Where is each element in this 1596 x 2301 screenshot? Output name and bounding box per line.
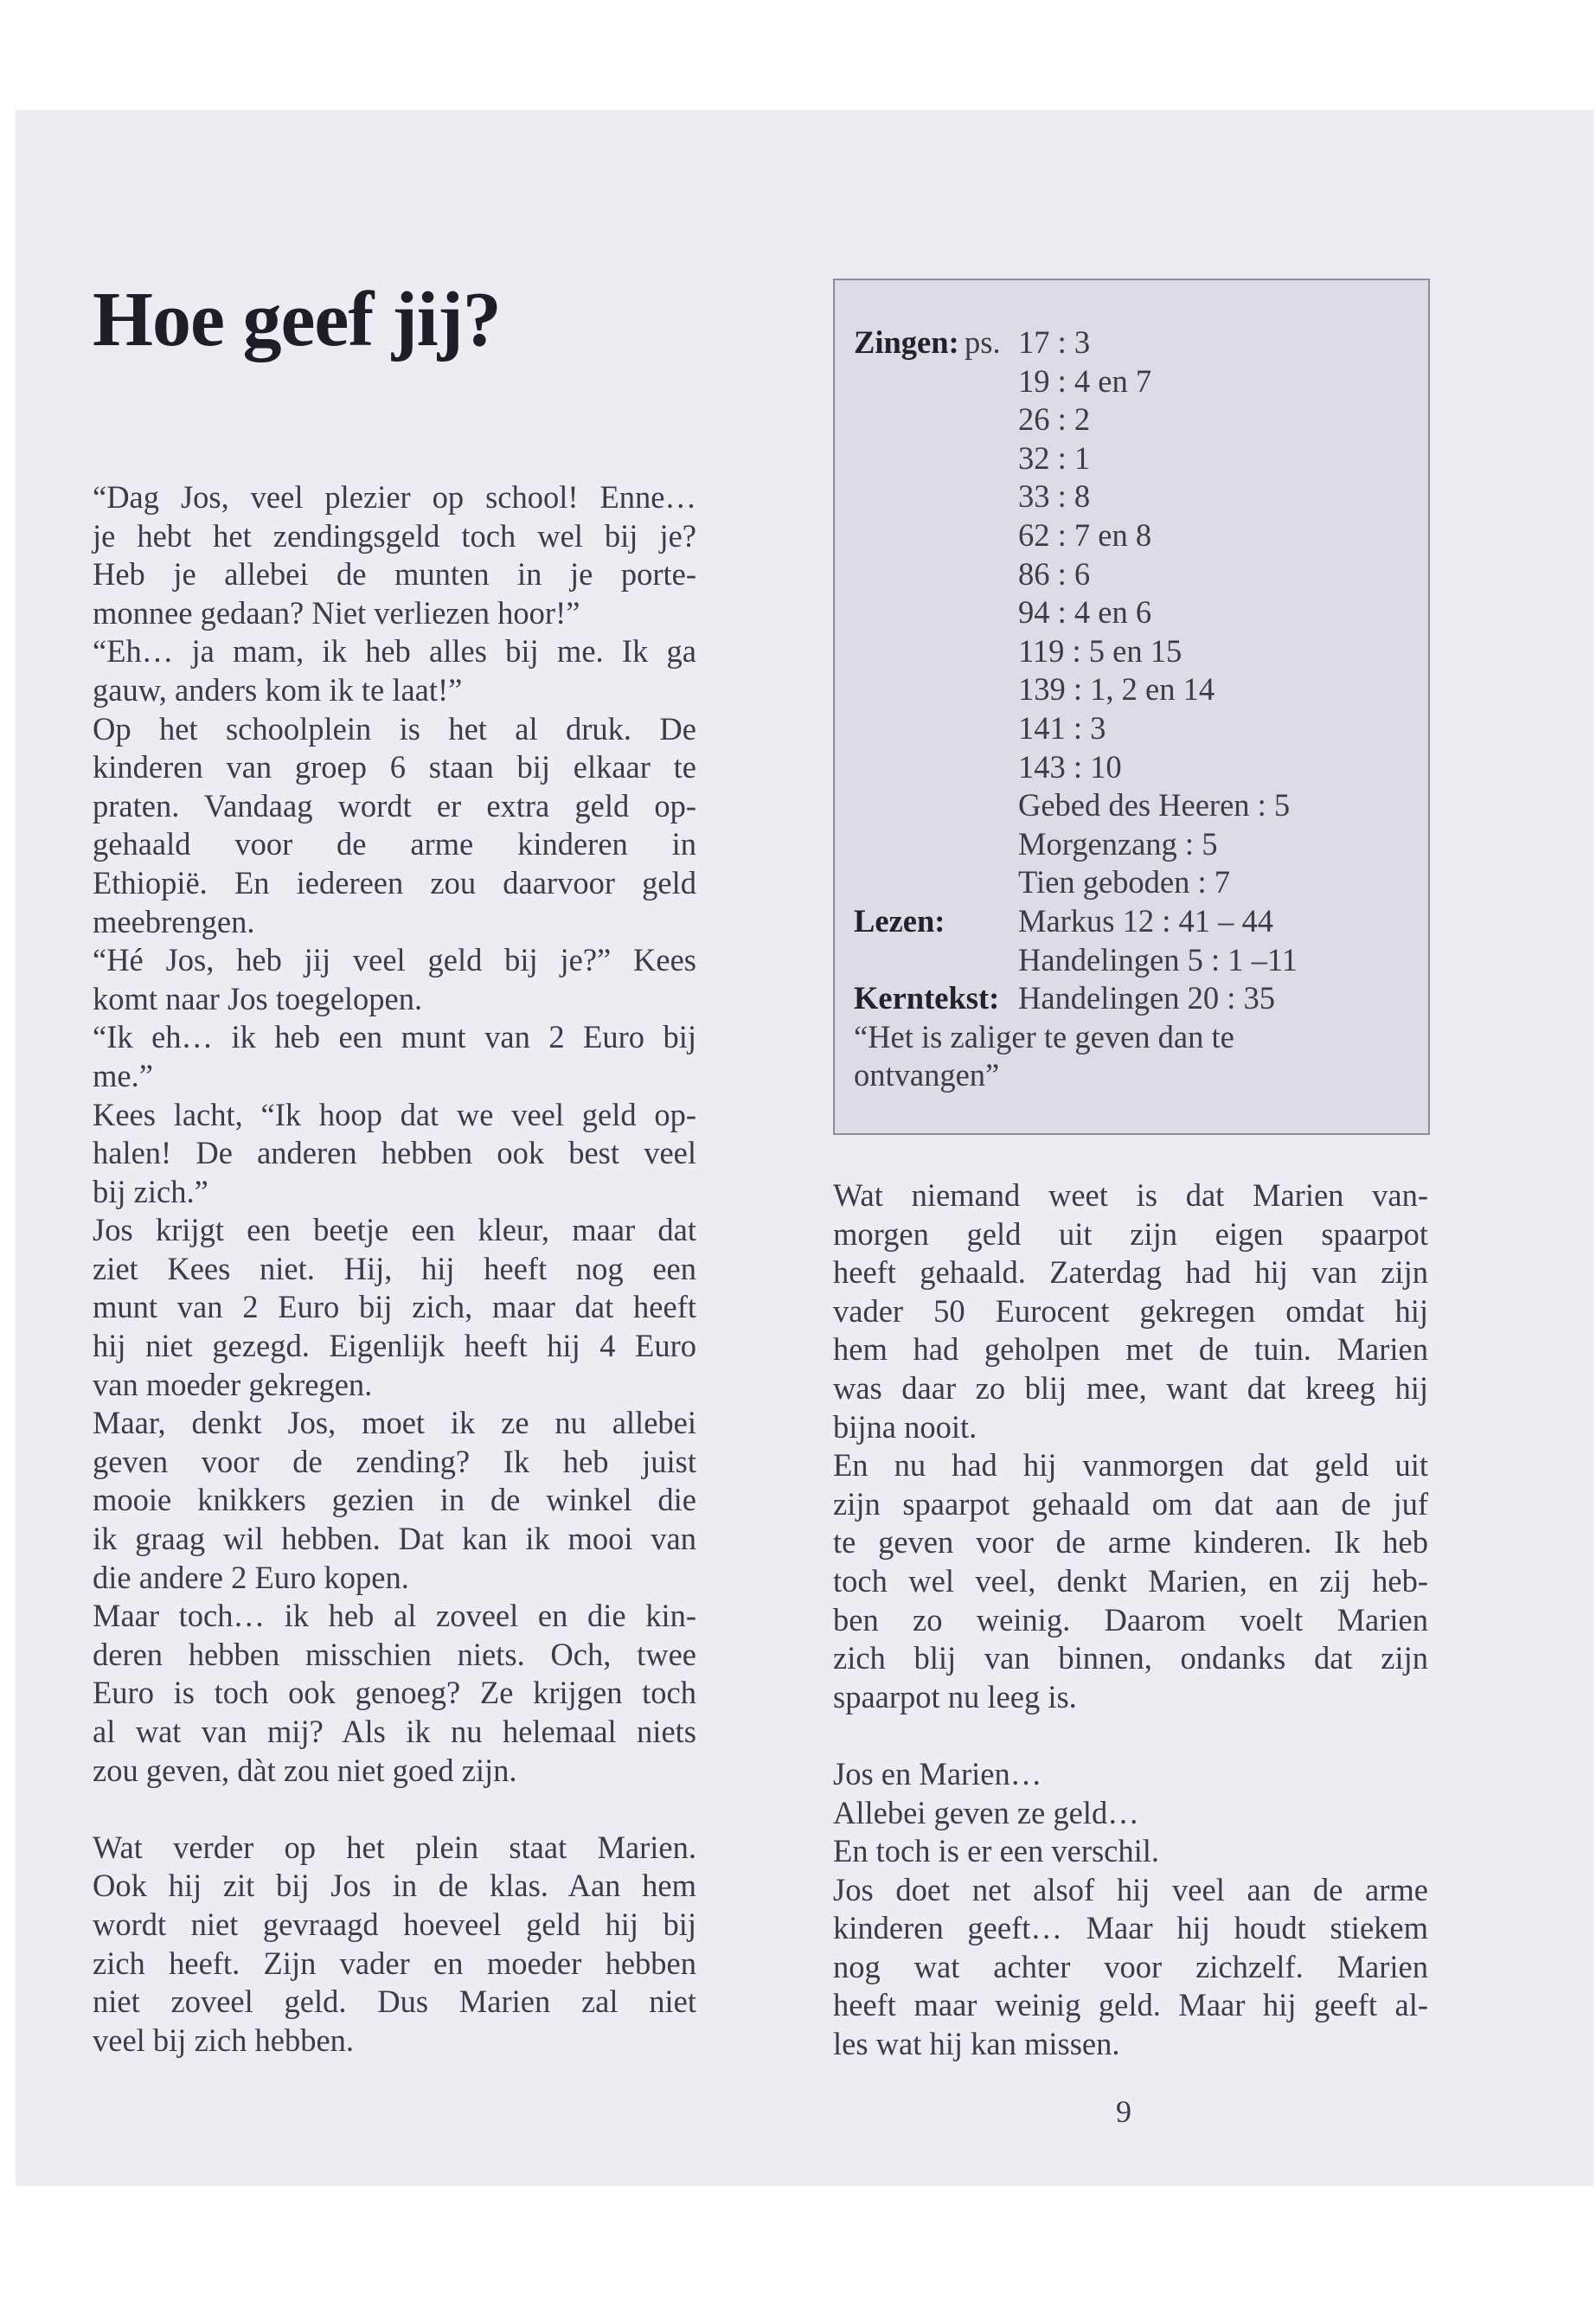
zingen-item: 19 : 4 en 7 [1018, 362, 1152, 399]
text-line: gauw, anders kom ik te laat!” [93, 671, 463, 708]
text-line: Wat verder op het plein staat Marien. [93, 1829, 696, 1865]
text-line: “Eh… ja mam, ik heb alles bij me. Ik ga [93, 633, 696, 670]
text-line: Op het schoolplein is het al druk. De [93, 710, 696, 747]
text-line: deren hebben misschien niets. Och, twee [93, 1636, 696, 1672]
text-line: monnee gedaan? Niet verliezen hoor!” [93, 594, 580, 631]
zingen-row [854, 748, 1420, 787]
text-line: praten. Vandaag wordt er extra geld op- [93, 787, 696, 824]
psalm-prefix [965, 362, 1018, 401]
zingen-row [854, 401, 1420, 439]
paragraph [833, 1794, 1428, 1833]
text-line: “Hé Jos, heb jij veel geld bij je?” Kees [93, 942, 696, 978]
paragraph [93, 1018, 696, 1095]
zingen-item: 32 : 1 [1018, 439, 1091, 476]
zingen-label [854, 670, 965, 709]
paragraph [833, 1446, 1428, 1716]
paragraph [93, 1829, 696, 2061]
text-line: ik graag wil hebben. Dat kan ik mooi van [93, 1521, 696, 1557]
text-line: veel bij zich hebben. [93, 2022, 355, 2058]
paragraph-gap [93, 1790, 696, 1829]
paragraph [93, 478, 696, 632]
zingen-item: 33 : 8 [1018, 478, 1091, 515]
text-line: Maar, denkt Jos, moet ik ze nu allebei [93, 1405, 696, 1441]
psalm-prefix [965, 555, 1018, 594]
text-line: kinderen van groep 6 staan bij elkaar te [93, 749, 696, 785]
kerntekst-reference: Handelingen 20 : 35 [1018, 980, 1276, 1016]
zingen-item: 86 : 6 [1018, 555, 1091, 592]
text-line: meebrengen. [93, 903, 255, 939]
zingen-row [854, 324, 1420, 362]
lezen-label [854, 941, 1018, 980]
lezen-item: Markus 12 : 41 – 44 [1018, 902, 1274, 939]
text-line: En toch is er een verschil. [833, 1833, 1160, 1869]
text-line: Maar toch… ik heb al zoveel en die kin- [93, 1598, 696, 1634]
zingen-label [854, 593, 965, 632]
text-line: kinderen geeft… Maar hij houdt stiekem [833, 1910, 1428, 1946]
zingen-item: Gebed des Heeren : 5 [1018, 787, 1291, 824]
zingen-label [854, 478, 965, 516]
psalm-prefix [965, 786, 1018, 825]
text-line: was daar zo blij mee, want dat kreeg hij [833, 1369, 1428, 1406]
zingen-row [854, 863, 1420, 902]
text-line: morgen geld uit zijn eigen spaarpot [833, 1215, 1428, 1252]
text-line: Jos en Marien… [833, 1755, 1042, 1791]
text-line: hij niet gezegd. Eigenlijk heeft hij 4 Euro [93, 1328, 696, 1364]
psalm-prefix [965, 709, 1018, 748]
zingen-item: 119 : 5 en 15 [1018, 632, 1183, 669]
psalm-prefix [965, 670, 1018, 709]
lezen-item: Handelingen 5 : 1 –11 [1018, 941, 1298, 977]
psalm-prefix [965, 516, 1018, 555]
kerntekst-label: Kerntekst: [854, 980, 1000, 1016]
text-line: gehaald voor de arme kinderen in [93, 826, 696, 862]
text-line: hem had geholpen met de tuin. Marien [833, 1331, 1428, 1368]
left-column [93, 478, 696, 2060]
text-line: wordt niet gevraagd hoeveel geld hij bij [93, 1906, 696, 1942]
paragraph [93, 1404, 696, 1597]
paragraph [93, 1096, 696, 1212]
psalm-prefix [965, 825, 1018, 864]
text-line: die andere 2 Euro kopen. [93, 1559, 409, 1595]
zingen-row [854, 555, 1420, 594]
paragraph [93, 632, 696, 709]
zingen-row [854, 786, 1420, 825]
zingen-label [854, 748, 965, 787]
psalm-prefix [965, 439, 1018, 478]
text-line: zijn spaarpot gehaald om dat aan de juf [833, 1485, 1428, 1522]
psalm-prefix [965, 593, 1018, 632]
text-line: Ook hij zit bij Jos in de klas. Aan hem [93, 1868, 696, 1904]
paragraph-gap [833, 1716, 1428, 1755]
text-line: vader 50 Eurocent gekregen omdat hij [833, 1292, 1428, 1329]
text-line: al wat van mij? Als ik nu helemaal niets [93, 1714, 696, 1749]
text-line: te geven voor de arme kinderen. Ik heb [833, 1524, 1428, 1561]
zingen-label [854, 709, 965, 748]
zingen-row [854, 632, 1420, 671]
text-line: je hebt het zendingsgeld toch wel bij je? [93, 517, 696, 554]
text-line: Heb je allebei de munten in je porte- [93, 556, 696, 593]
paragraph [833, 1832, 1428, 1871]
zingen-item: 143 : 10 [1018, 748, 1122, 785]
zingen-label [854, 786, 965, 825]
psalm-prefix [965, 401, 1018, 439]
zingen-label [854, 439, 965, 478]
paragraph [833, 1755, 1428, 1794]
text-line: me.” [93, 1057, 153, 1093]
zingen-item: 139 : 1, 2 en 14 [1018, 671, 1215, 708]
text-line: Kees lacht, “Ik hoop dat we veel geld op- [93, 1096, 696, 1132]
zingen-row [854, 516, 1420, 555]
text-line: ziet Kees niet. Hij, hij heeft nog een [93, 1250, 696, 1286]
zingen-label: Zingen: [854, 324, 959, 360]
zingen-item: 17 : 3 [1018, 324, 1091, 360]
text-line: niet zoveel geld. Dus Marien zal niet [93, 1984, 696, 2020]
text-line: heeft maar weinig geld. Maar hij geeft al- [833, 1987, 1428, 2023]
zingen-label [854, 632, 965, 671]
right-column [833, 1176, 1428, 2064]
paragraph [93, 710, 696, 942]
text-line: Ethiopië. En iedereen zou daarvoor geld [93, 864, 696, 901]
text-line: les wat hij kan missen. [833, 2026, 1120, 2062]
psalm-prefix [965, 748, 1018, 787]
text-line: geven voor de zending? Ik heb juist [93, 1443, 696, 1479]
zingen-row [854, 478, 1420, 516]
zingen-label [854, 825, 965, 864]
psalm-prefix: ps. [965, 324, 1001, 360]
text-line: zich heeft. Zijn vader en moeder hebben [93, 1945, 696, 1981]
zingen-item: Morgenzang : 5 [1018, 825, 1218, 862]
kerntekst-quote: “Het is zaliger te geven dan te [854, 1018, 1234, 1054]
zingen-row [854, 825, 1420, 864]
text-line: Wat niemand weet is dat Marien van- [833, 1177, 1428, 1213]
text-line: “Dag Jos, veel plezier op school! Enne… [93, 479, 696, 515]
zingen-item: Tien geboden : 7 [1018, 864, 1231, 901]
text-line: nog wat achter voor zichzelf. Marien [833, 1948, 1428, 1984]
zingen-label [854, 362, 965, 401]
zingen-label [854, 863, 965, 902]
text-line: toch wel veel, denkt Marien, en zij heb- [833, 1562, 1428, 1599]
lezen-row [854, 902, 1420, 941]
text-line: bijna nooit. [833, 1408, 977, 1445]
text-line: spaarpot nu leeg is. [833, 1678, 1077, 1715]
text-line: Jos krijgt een beetje een kleur, maar dat [93, 1212, 696, 1248]
text-line: ben zo weinig. Daarom voelt Marien [833, 1601, 1428, 1638]
text-line: halen! De anderen hebben ook best veel [93, 1135, 696, 1171]
page-title: Hoe geef jij? [93, 277, 501, 362]
zingen-row [854, 670, 1420, 709]
text-line: zou geven, dàt zou niet goed zijn. [93, 1752, 517, 1788]
psalm-prefix [965, 632, 1018, 671]
page-number: 9 [1116, 2094, 1131, 2129]
zingen-row [854, 362, 1420, 401]
zingen-label [854, 516, 965, 555]
text-line: En nu had hij vanmorgen dat geld uit [833, 1447, 1428, 1484]
zingen-item: 62 : 7 en 8 [1018, 516, 1152, 553]
zingen-item: 26 : 2 [1018, 401, 1091, 438]
paragraph [833, 1871, 1428, 2064]
text-line: zich blij van binnen, ondanks dat zijn [833, 1640, 1428, 1676]
text-line: komt naar Jos toegelopen. [93, 980, 423, 1016]
liturgy-list [854, 324, 1420, 1095]
zingen-row [854, 439, 1420, 478]
paragraph [833, 1176, 1428, 1446]
text-line: Allebei geven ze geld… [833, 1794, 1139, 1830]
text-line: Jos doet net alsof hij veel aan de arme [833, 1871, 1428, 1907]
text-line: “Ik eh… ik heb een munt van 2 Euro bij [93, 1019, 696, 1055]
zingen-item: 141 : 3 [1018, 709, 1106, 746]
text-line: heeft gehaald. Zaterdag had hij van zijn [833, 1254, 1428, 1291]
text-line: munt van 2 Euro bij zich, maar dat heeft [93, 1289, 696, 1325]
text-line: van moeder gekregen. [93, 1366, 373, 1402]
kerntekst-row [854, 979, 1420, 1018]
text-line: Euro is toch ook genoeg? Ze krijgen toch [93, 1675, 696, 1711]
text-line: bij zich.” [93, 1173, 208, 1209]
paragraph [93, 1597, 696, 1790]
psalm-prefix [965, 478, 1018, 516]
paragraph [93, 941, 696, 1018]
liturgy-box [833, 279, 1430, 1135]
kerntekst-quote: ontvangen” [854, 1057, 1000, 1093]
zingen-item: 94 : 4 en 6 [1018, 594, 1152, 631]
zingen-row [854, 593, 1420, 632]
paragraph [93, 1211, 696, 1404]
lezen-row [854, 941, 1420, 980]
psalm-prefix [965, 863, 1018, 902]
zingen-label [854, 555, 965, 594]
zingen-label [854, 401, 965, 439]
zingen-row [854, 709, 1420, 748]
text-line: mooie knikkers gezien in de winkel die [93, 1482, 696, 1518]
lezen-label: Lezen: [854, 902, 945, 939]
